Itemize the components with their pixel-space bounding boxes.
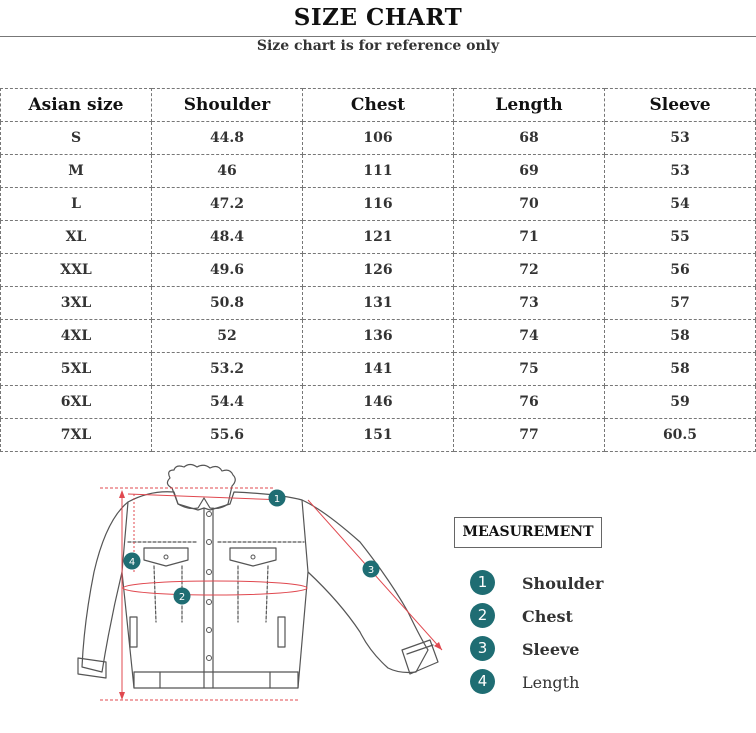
table-cell: 146 (303, 386, 454, 419)
table-cell: 50.8 (152, 287, 303, 320)
legend-item (470, 636, 670, 669)
table-row (1, 386, 756, 419)
column-header: Shoulder (152, 89, 303, 122)
table-cell: 59 (605, 386, 756, 419)
table-cell: 68 (454, 122, 605, 155)
table-cell: M (1, 155, 152, 188)
page-subtitle: Size chart is for reference only (256, 38, 500, 54)
table-cell: XL (1, 221, 152, 254)
table-cell: 49.6 (152, 254, 303, 287)
table-row (1, 254, 756, 287)
table-cell: 46 (152, 155, 303, 188)
marker-number: 1 (273, 494, 281, 505)
table-cell: 74 (454, 320, 605, 353)
table-row (1, 287, 756, 320)
table-cell: 57 (605, 287, 756, 320)
table-row (1, 353, 756, 386)
table-cell: 77 (454, 419, 605, 452)
table-cell: 69 (454, 155, 605, 188)
table-cell: 6XL (1, 386, 152, 419)
table-cell: 44.8 (152, 122, 303, 155)
table-header-row (1, 89, 756, 122)
table-cell: 72 (454, 254, 605, 287)
table-cell: 58 (605, 320, 756, 353)
table-cell: 48.4 (152, 221, 303, 254)
legend-label: Sleeve (522, 640, 580, 659)
table-cell: 47.2 (152, 188, 303, 221)
page-title: SIZE CHART (293, 4, 463, 31)
table-cell: XXL (1, 254, 152, 287)
table-cell: 7XL (1, 419, 152, 452)
legend-label: Chest (522, 607, 573, 626)
legend-number-badge: 2 (470, 603, 495, 628)
table-row (1, 155, 756, 188)
size-table (0, 88, 756, 452)
table-cell: 126 (303, 254, 454, 287)
legend-item (470, 669, 670, 702)
table-cell: 60.5 (605, 419, 756, 452)
table-cell: 4XL (1, 320, 152, 353)
table-cell: L (1, 188, 152, 221)
legend-number-badge: 4 (470, 669, 495, 694)
table-cell: 5XL (1, 353, 152, 386)
table-row (1, 188, 756, 221)
table-cell: 70 (454, 188, 605, 221)
legend-label: Shoulder (522, 574, 604, 593)
table-cell: 53 (605, 155, 756, 188)
table-cell: 111 (303, 155, 454, 188)
marker-number: 4 (128, 557, 136, 568)
table-cell: 76 (454, 386, 605, 419)
column-header: Chest (303, 89, 454, 122)
table-cell: 151 (303, 419, 454, 452)
table-cell: 71 (454, 221, 605, 254)
table-cell: 56 (605, 254, 756, 287)
table-cell: S (1, 122, 152, 155)
table-cell: 55.6 (152, 419, 303, 452)
table-cell: 52 (152, 320, 303, 353)
table-cell: 55 (605, 221, 756, 254)
measurement-legend (470, 570, 670, 702)
table-row (1, 221, 756, 254)
table-cell: 54.4 (152, 386, 303, 419)
table-row (1, 320, 756, 353)
table-cell: 73 (454, 287, 605, 320)
table-cell: 53 (605, 122, 756, 155)
measurement-heading: MEASUREMENT (454, 517, 602, 548)
column-header: Sleeve (605, 89, 756, 122)
table-row (1, 419, 756, 452)
table-cell: 141 (303, 353, 454, 386)
column-header: Length (454, 89, 605, 122)
table-cell: 116 (303, 188, 454, 221)
table-cell: 131 (303, 287, 454, 320)
marker-number: 2 (178, 592, 186, 603)
table-cell: 75 (454, 353, 605, 386)
column-header: Asian size (1, 89, 152, 122)
legend-item (470, 603, 670, 636)
table-cell: 58 (605, 353, 756, 386)
table-cell: 136 (303, 320, 454, 353)
table-cell: 3XL (1, 287, 152, 320)
table-row (1, 122, 756, 155)
title-divider (0, 36, 756, 37)
legend-number-badge: 3 (470, 636, 495, 661)
legend-number-badge: 1 (470, 570, 495, 595)
table-cell: 121 (303, 221, 454, 254)
table-cell: 54 (605, 188, 756, 221)
marker-number: 3 (367, 565, 375, 576)
legend-label: Length (522, 673, 580, 692)
legend-item (470, 570, 670, 603)
table-cell: 53.2 (152, 353, 303, 386)
jacket-icon (70, 462, 460, 712)
table-cell: 106 (303, 122, 454, 155)
